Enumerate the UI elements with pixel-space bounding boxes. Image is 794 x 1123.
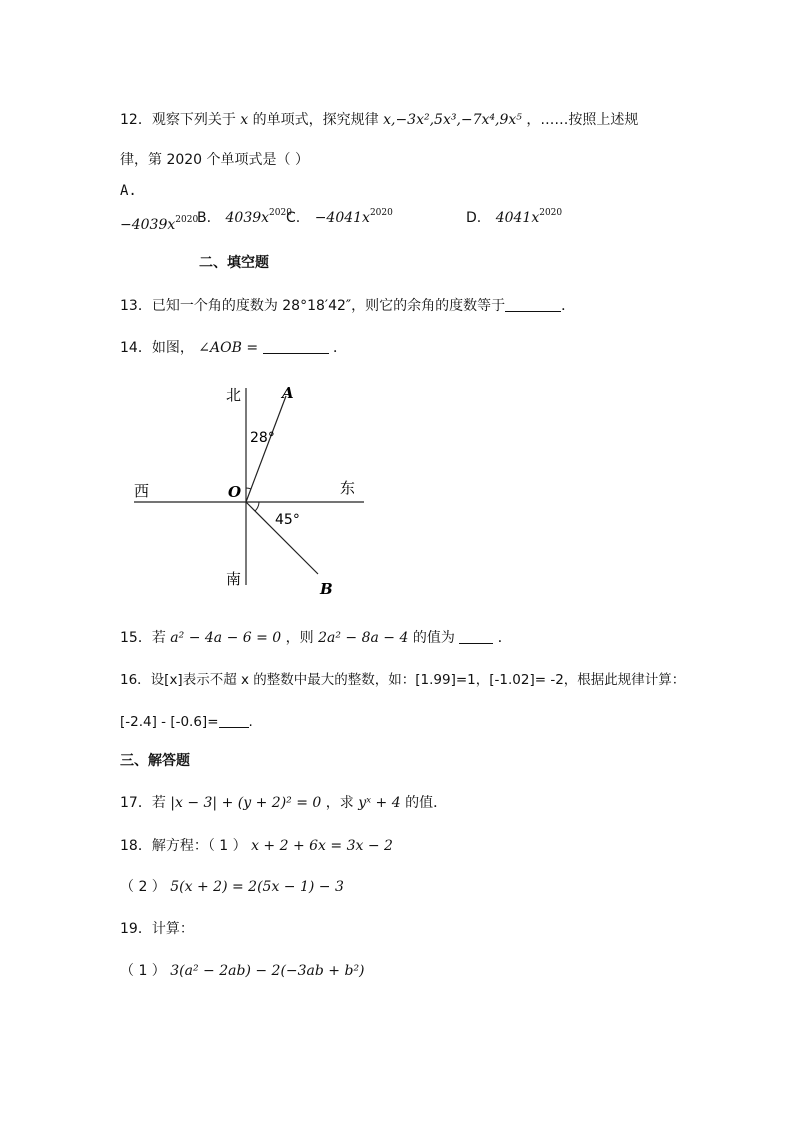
label-south: 南	[226, 570, 242, 588]
compass-angle-figure	[120, 380, 380, 605]
angle-arc-a	[246, 488, 251, 489]
q16-line2: [-2.4] - [-0.6]= .	[120, 714, 253, 730]
q12-option-a: $-4039x^{2020}$	[120, 215, 199, 233]
label-east: 东	[340, 479, 356, 497]
ray-oa	[246, 396, 286, 502]
label-point-a: A	[282, 384, 294, 402]
q12-option-a-label: A.	[120, 183, 137, 199]
q12-line2: 律，第 2020 个单项式是（ ）	[120, 152, 309, 168]
q13-answer-blank[interactable]	[505, 297, 561, 312]
q16-answer-blank[interactable]	[219, 713, 249, 728]
q12-option-d: D. $4041x^{2020}$	[466, 208, 563, 226]
angle-arc-b	[255, 502, 259, 511]
q18-part1: 18．解方程：（ 1 ） x + 2 + 6x = 3x − 2	[120, 838, 393, 854]
q19-part1: （ 1 ） 3(a² − 2ab) − 2(−3ab + b²)	[120, 963, 365, 979]
q14-answer-blank[interactable]	[263, 339, 329, 354]
q16-line1: 16．设[x]表示不超 x 的整数中最大的整数，如：[1.99]=1，[-1.02]= -2，根据此规律计算：	[120, 672, 686, 688]
q19-title: 19．计算：	[120, 921, 194, 937]
q12-option-b: B. $4039x^{2020}$	[197, 208, 292, 226]
q14: 14．如图， ∠AOB = ．	[120, 340, 347, 356]
label-west: 西	[134, 482, 150, 500]
q12-line1: 12．观察下列关于 x 的单项式，探究规律 x,−3x²,5x³,−7x⁴,9x⁵ ，……按照上述规	[120, 112, 639, 128]
q18-part2: （ 2 ） 5(x + 2) = 2(5x − 1) − 3	[120, 879, 344, 895]
angle-label-45: 45°	[275, 512, 300, 528]
section-title-answer: 三、解答题	[120, 753, 190, 769]
q12-option-c: C. $-4041x^{2020}$	[286, 208, 393, 226]
section-title-fill-in: 二、填空题	[199, 255, 269, 271]
q15: 15．若 a² − 4a − 6 = 0 ，则 2a² − 8a − 4 的值为 ．	[120, 630, 512, 646]
q15-answer-blank[interactable]	[459, 629, 493, 644]
angle-label-28: 28°	[250, 430, 275, 446]
label-point-b: B	[320, 580, 333, 598]
q17: 17．若 |x − 3| + (y + 2)² = 0 ，求 yˣ + 4 的值．	[120, 795, 448, 811]
label-origin: O	[228, 483, 242, 501]
label-north: 北	[226, 386, 242, 404]
q13: 13．已知一个角的度数为 28°18′42″，则它的余角的度数等于 ．	[120, 298, 576, 314]
